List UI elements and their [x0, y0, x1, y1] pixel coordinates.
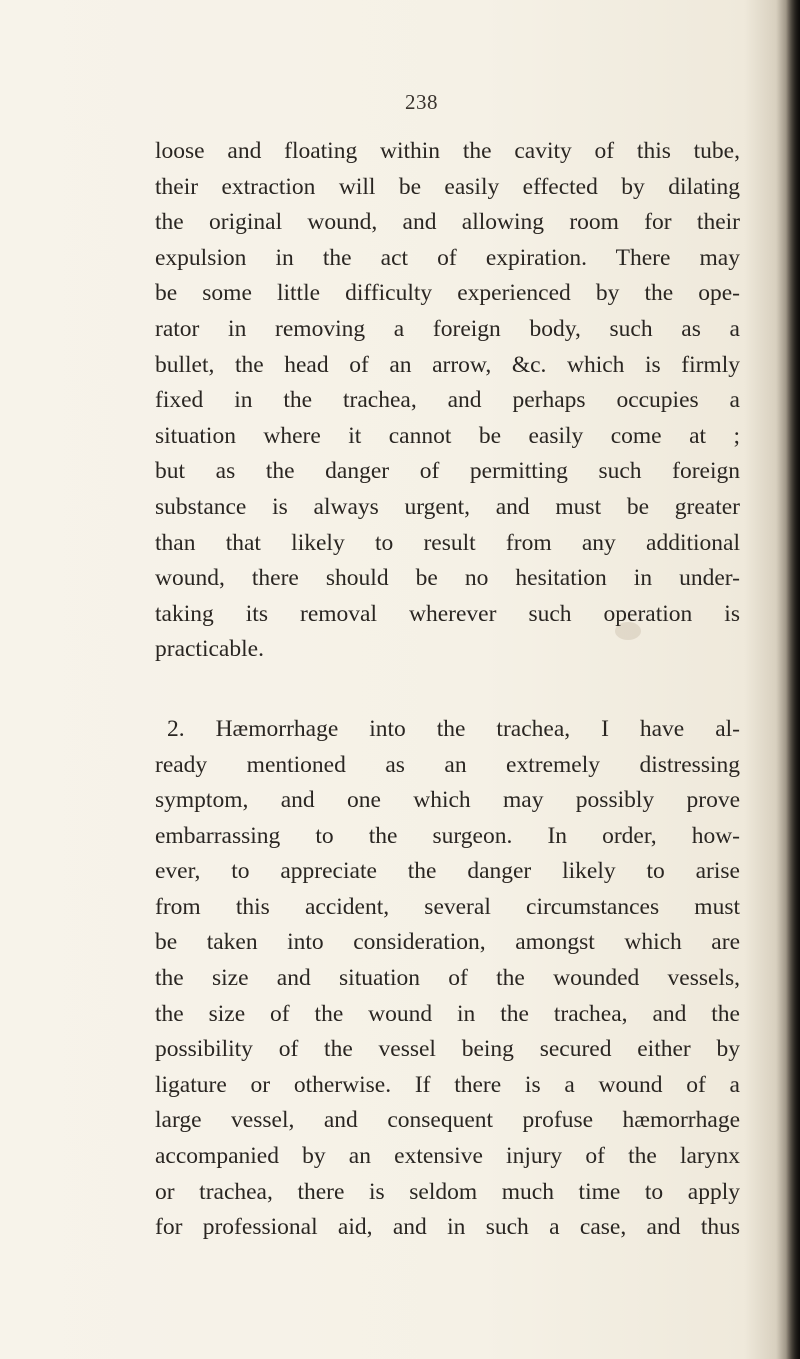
text-line: the size of the wound in the trachea, and the	[155, 1000, 740, 1027]
text-line: bullet, the head of an arrow, &c. which is firmly	[155, 351, 740, 378]
text-line: situation where it cannot be easily come at ;	[155, 422, 740, 449]
text-line: be some little difficulty experienced by the ope-	[155, 280, 740, 307]
text-line: possibility of the vessel being secured either by	[155, 1036, 740, 1063]
text-line: than that likely to result from any additional	[155, 529, 740, 556]
text-line: their extraction will be easily effected by dilating	[155, 173, 740, 200]
text-line: embarrassing to the surgeon. In order, how-	[155, 822, 740, 849]
text-line: rator in removing a foreign body, such as a	[155, 315, 740, 342]
text-line: large vessel, and consequent profuse hæmorrhage	[155, 1107, 740, 1134]
text-line: fixed in the trachea, and perhaps occupies a	[155, 387, 740, 414]
binding-shadow	[786, 0, 800, 1359]
text-line: be taken into consideration, amongst which are	[155, 929, 740, 956]
text-line: substance is always urgent, and must be greater	[155, 493, 740, 520]
text-line: loose and floating within the cavity of this tube,	[155, 138, 740, 164]
text-line: for professional aid, and in such a case, and thus	[155, 1214, 740, 1241]
text-line: accompanied by an extensive injury of the larynx	[155, 1143, 740, 1170]
paragraph-1	[155, 134, 740, 668]
text-line: 2. Hæmorrhage into the trachea, I have al-	[167, 715, 740, 742]
text-line: ligature or otherwise. If there is a wound of a	[155, 1071, 740, 1098]
text-line: or trachea, there is seldom much time to apply	[155, 1178, 740, 1205]
paragraph-gap	[155, 668, 740, 712]
body-text	[155, 134, 740, 1246]
text-line: the size and situation of the wounded vessels,	[155, 965, 740, 992]
text-line: but as the danger of permitting such foreign	[155, 458, 740, 485]
text-line: expulsion in the act of expiration. There may	[155, 244, 740, 271]
text-line: taking its removal wherever such operation is	[155, 600, 740, 627]
text-line: ready mentioned as an extremely distressing	[155, 751, 740, 778]
text-line: the original wound, and allowing room for their	[155, 209, 740, 236]
text-line: wound, there should be no hesitation in under-	[155, 565, 740, 592]
paragraph-2	[155, 712, 740, 1246]
text-line: practicable.	[155, 636, 264, 663]
page-number: 238	[405, 90, 438, 114]
text-line: from this accident, several circumstances must	[155, 893, 740, 920]
text-line: symptom, and one which may possibly prove	[155, 787, 740, 814]
text-line: ever, to appreciate the danger likely to arise	[155, 858, 740, 885]
